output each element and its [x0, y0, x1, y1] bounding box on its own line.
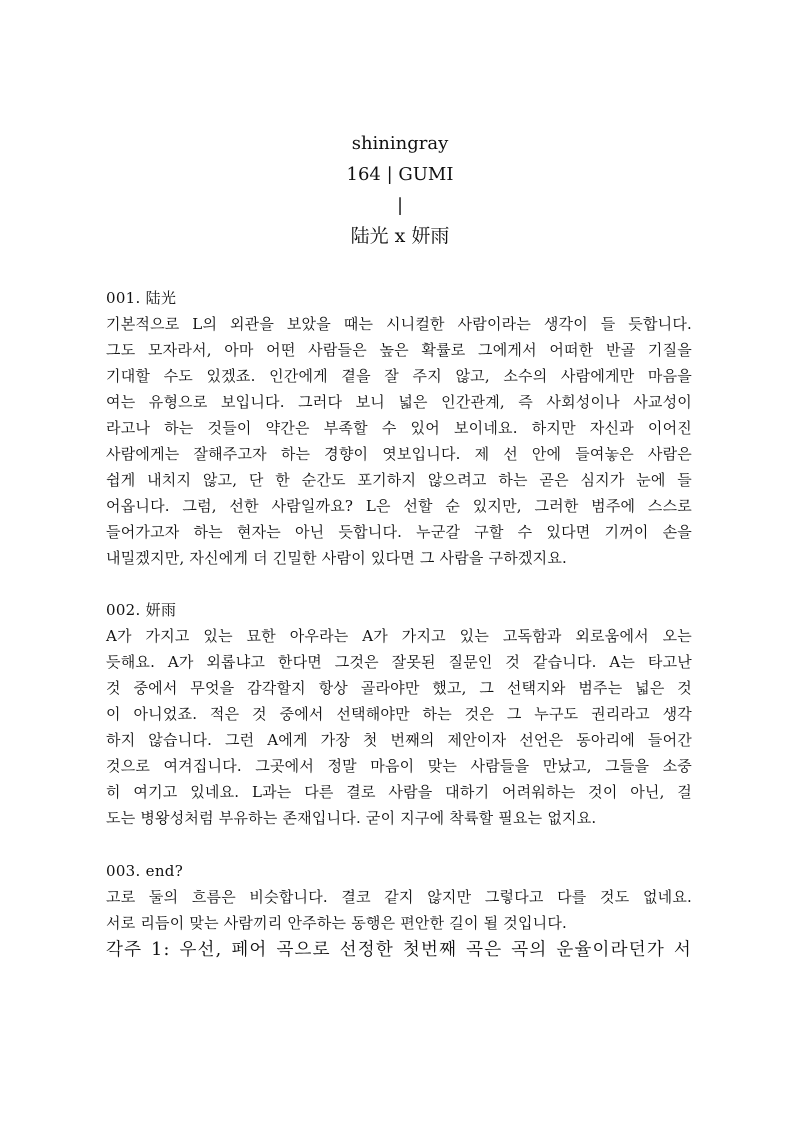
body-line: 고로 둘의 흐름은 비슷합니다. 결코 같지 않지만 그렇다고 다를 것도 없네요. — [106, 888, 692, 906]
body-line: 사람에게는 잘해주고자 하는 경향이 엿보입니다. 제 선 안에 들여놓은 사람은 — [106, 445, 692, 463]
section-title-001: 001. 陆光 — [106, 289, 177, 307]
body-line: 이 아니었죠. 적은 것 중에서 선택해야만 하는 것은 그 누구도 권리라고 생각 — [106, 705, 692, 723]
section-title-003: 003. end? — [106, 862, 184, 880]
body-line: 서로 리듬이 맞는 사람끼리 안주하는 동행은 편안한 길이 될 것입니다. — [106, 914, 568, 932]
pairing-title: 陆光 x 妍雨 — [350, 225, 450, 247]
body-line: 기대할 수도 있겠죠. 인간에게 곁을 잘 주지 않고, 소수의 사람에게만 마음을 — [106, 367, 692, 385]
song-info: 164 | GUMI — [346, 164, 454, 185]
header-block — [0, 128, 800, 252]
body-line: 듯해요. A가 외롭냐고 한다면 그것은 잘못된 질문인 것 같습니다. A는 타고난 — [106, 653, 692, 671]
body-line: 들어가고자 하는 현자는 아닌 듯합니다. 누군갈 구할 수 있다면 기꺼이 손을 — [106, 523, 692, 541]
body-line: A가 가지고 있는 묘한 아우라는 A가 가지고 있는 고독함과 외로움에서 오는 — [106, 627, 692, 645]
body-line: 하지 않습니다. 그런 A에게 가장 첫 번째의 제안이자 선언은 동아리에 들어간 — [106, 731, 692, 749]
body-line: 도는 병왕성처럼 부유하는 존재입니다. 굳이 지구에 착륙할 필요는 없지요. — [106, 809, 597, 827]
header-divider: | — [396, 195, 404, 216]
section-title-002: 002. 妍雨 — [106, 601, 177, 619]
body-line: 쉽게 내치지 않고, 단 한 순간도 포기하지 않으려고 하는 곧은 심지가 눈에 들 — [106, 471, 692, 489]
author-name: shiningray — [351, 133, 449, 154]
body-line: 여는 유형으로 보입니다. 그러다 보니 넓은 인간관계, 즉 사회성이나 사교성이 — [106, 393, 692, 411]
footnote-line: 각주 1: 우선, 페어 곡으로 선정한 첫번째 곡은 곡의 운율이라던가 서 — [106, 940, 692, 960]
body-line: 그도 모자라서, 아마 어떤 사람들은 높은 확률로 그에게서 어떠한 반골 기질을 — [106, 341, 692, 359]
body-line: 기본적으로 L의 외관을 보았을 때는 시니컬한 사람이라는 생각이 들 듯합니다. — [106, 315, 692, 333]
body-line: 내밀겠지만, 자신에게 더 긴밀한 사람이 있다면 그 사람을 구하겠지요. — [106, 549, 568, 567]
body-line: 히 여기고 있네요. L과는 다른 결로 사람을 대하기 어려워하는 것이 아닌, 걸 — [106, 783, 692, 801]
body-line: 라고나 하는 것들이 약간은 부족할 수 있어 보이네요. 하지만 자신과 이어진 — [106, 419, 692, 437]
body-line: 것으로 여겨집니다. 그곳에서 정말 마음이 맞는 사람들을 만났고, 그들을 소중 — [106, 757, 692, 775]
body-line: 어옵니다. 그럼, 선한 사람일까요? L은 선할 순 있지만, 그러한 범주에 스스로 — [106, 497, 692, 515]
body-line: 것 중에서 무엇을 감각할지 항상 골라야만 했고, 그 선택지와 범주는 넓은 것 — [106, 679, 692, 697]
